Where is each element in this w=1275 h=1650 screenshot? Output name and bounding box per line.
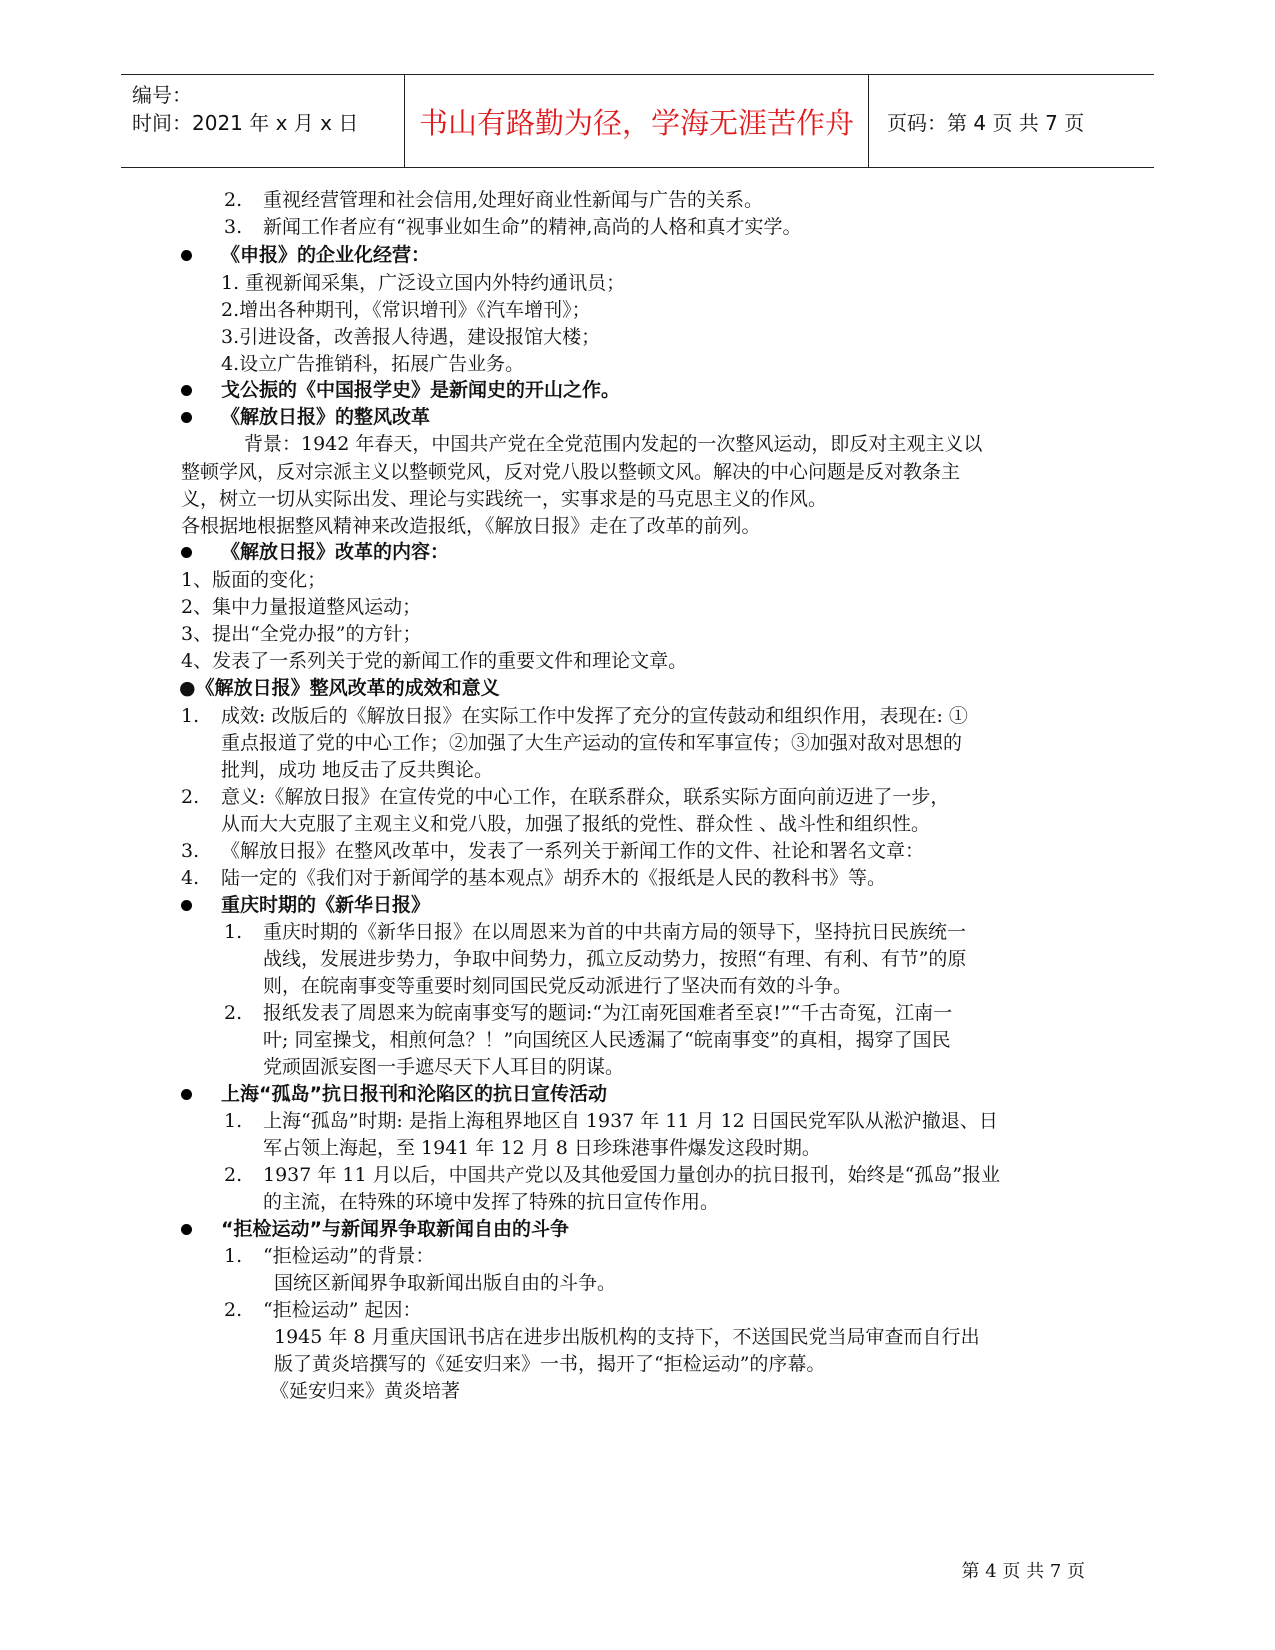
text-line: 意义:《解放日报》在宣传党的中心工作，在联系群众，联系实际方面向前迈进了一步，	[221, 786, 950, 808]
bullet-icon	[181, 385, 192, 396]
text-line: 1. 重视新闻采集，广泛设立国内外特约通讯员；	[221, 272, 626, 294]
item-number: 1.	[181, 705, 200, 727]
item-number: 3.	[181, 840, 200, 862]
bullet-icon	[181, 900, 192, 911]
motto: 书山有路勤为径，学海无涯苦作舟	[404, 75, 869, 167]
item-number: 3.	[224, 216, 243, 238]
text-line: 《延安归来》黄炎培著	[270, 1380, 461, 1402]
item-number: 1.	[224, 921, 243, 943]
item-number: 2.	[224, 1299, 243, 1321]
text-line: 则，在皖南事变等重要时刻同国民党反动派进行了坚决而有效的斗争。	[263, 975, 853, 997]
time-label: 时间：2021 年 x 月 x 日	[132, 111, 359, 135]
text-line: 版了黄炎培撰写的《延安归来》一书，揭开了“拒检运动”的序幕。	[274, 1353, 826, 1375]
text-line: “拒检运动”的背景：	[263, 1245, 435, 1267]
section-heading: 重庆时期的《新华日报》	[221, 894, 431, 916]
item-number: 2.	[224, 189, 243, 211]
text-line: 重庆时期的《新华日报》在以周恩来为首的中共南方局的领导下，坚持抗日民族统一	[263, 921, 967, 943]
text-line: 批判，成功 地反击了反共舆论。	[221, 759, 494, 781]
text-line: 1937 年 11 月以后，中国共产党以及其他爱国力量创办的抗日报刊，始终是“孤岛”报业	[263, 1164, 1001, 1186]
text-line: 背景：1942 年春天，中国共产党在全党范围内发起的一次整风运动，即反对主观主义以	[244, 433, 983, 455]
text-line: 重视经营管理和社会信用,处理好商业性新闻与广告的关系。	[263, 189, 764, 211]
page-footer: 第 4 页 共 7 页	[961, 1561, 1085, 1582]
text-line: 4、发表了一系列关于党的新闻工作的重要文件和理论文章。	[181, 650, 688, 672]
item-number: 4.	[181, 867, 200, 889]
text-line: 整顿学风，反对宗派主义以整顿党风，反对党八股以整顿文风。解决的中心问题是反对教条主	[181, 461, 961, 483]
section-heading: 《解放日报》的整风改革	[221, 406, 431, 428]
text-line: 3.引进设备，改善报人待遇，建设报馆大楼；	[221, 326, 601, 348]
text-line: 2.增出各种期刊，《常识增刊》《汽车增刊》；	[221, 299, 591, 321]
text-line: 叶; 同室操戈，相煎何急？！”向国统区人民透漏了“皖南事变”的真相，揭穿了国民	[263, 1029, 951, 1051]
text-line: 义，树立一切从实际出发、理论与实践统一，实事求是的马克思主义的作风。	[181, 488, 828, 510]
page-info: 页码：第 4 页 共 7 页	[887, 110, 1085, 135]
code-label: 编号：	[132, 83, 192, 107]
text-line: 1、版面的变化；	[181, 569, 327, 591]
text-line: 《解放日报》在整风改革中，发表了一系列关于新闻工作的文件、社论和署名文章：	[221, 840, 925, 862]
text-line: 的主流，在特殊的环境中发挥了特殊的抗日宣传作用。	[263, 1191, 720, 1213]
text-line: 1945 年 8 月重庆国讯书店在进步出版机构的支持下，不送国民党当局审查而自行出	[274, 1326, 980, 1348]
text-line: 军占领上海起，至 1941 年 12 月 8 日珍珠港事件爆发这段时期。	[263, 1137, 821, 1159]
bullet-icon	[181, 1224, 192, 1235]
text-line: 3、提出“全党办报”的方针；	[181, 623, 422, 645]
bullet-icon	[181, 250, 192, 261]
text-line: “拒检运动” 起因：	[263, 1299, 422, 1321]
text-line: 成效: 改版后的《解放日报》在实际工作中发挥了充分的宣传鼓动和组织作用，表现在: ①	[221, 705, 968, 727]
text-line: 新闻工作者应有“视事业如生命”的精神,高尚的人格和真才实学。	[263, 216, 802, 238]
text-line: 陆一定的《我们对于新闻学的基本观点》胡乔木的《报纸是人民的教科书》等。	[221, 867, 887, 889]
text-line: 重点报道了党的中心工作；②加强了大生产运动的宣传和军事宣传；③加强对敌对思想的	[221, 732, 963, 754]
text-line: 国统区新闻界争取新闻出版自由的斗争。	[274, 1272, 617, 1294]
text-line: 4.设立广告推销科，拓展广告业务。	[221, 353, 525, 375]
section-heading: ●《解放日报》整风改革的成效和意义	[179, 677, 500, 699]
text-line: 报纸发表了周恩来为皖南事变写的题词:“为江南死国难者至哀!”“千古奇冤，江南一	[263, 1002, 953, 1024]
section-heading: 上海“孤岛”抗日报刊和沦陷区的抗日宣传活动	[221, 1083, 607, 1105]
item-number: 2.	[224, 1002, 243, 1024]
item-number: 2.	[224, 1164, 243, 1186]
text-line: 2、集中力量报道整风运动；	[181, 596, 422, 618]
section-heading: 《解放日报》改革的内容：	[221, 541, 450, 563]
section-heading: “拒检运动”与新闻界争取新闻自由的斗争	[221, 1218, 569, 1240]
text-line: 从而大大克服了主观主义和党八股，加强了报纸的党性、群众性 、战斗性和组织性。	[221, 813, 931, 835]
item-number: 1.	[224, 1245, 243, 1267]
text-line: 上海“孤岛”时期: 是指上海租界地区自 1937 年 11 月 12 日国民党军队从淞沪撤退、日	[263, 1110, 998, 1132]
item-number: 1.	[224, 1110, 243, 1132]
text-line: 党顽固派妄图一手遮尽天下人耳目的阴谋。	[263, 1056, 625, 1078]
section-heading: 《申报》的企业化经营：	[221, 244, 431, 266]
bullet-icon	[181, 547, 192, 558]
item-number: 2.	[181, 786, 200, 808]
text-line: 各根据地根据整风精神来改造报纸，《解放日报》走在了改革的前列。	[181, 515, 761, 537]
bullet-icon	[181, 412, 192, 423]
section-heading: 戈公振的《中国报学史》是新闻史的开山之作。	[221, 379, 621, 401]
text-line: 战线，发展进步势力，争取中间势力，孤立反动势力，按照“有理、有利、有节”的原	[263, 948, 967, 970]
bullet-icon	[181, 1089, 192, 1100]
